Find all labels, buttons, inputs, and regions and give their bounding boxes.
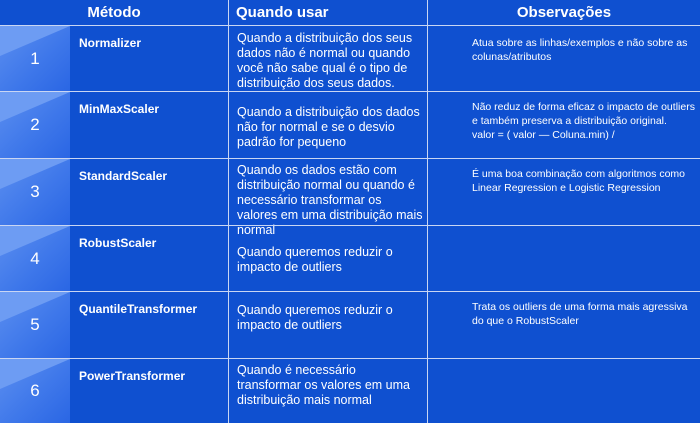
observacoes-text: Trata os outliers de uma forma mais agressiva do que o RobustScaler <box>472 301 688 327</box>
method-name: Normalizer <box>79 36 142 50</box>
table-row <box>0 158 700 237</box>
row-number: 3 <box>30 182 40 201</box>
table-row <box>0 291 700 358</box>
observacoes-text: Atua sobre as linhas/exemplos e não sobre as colunas/atributos <box>472 37 688 63</box>
table-row <box>0 358 700 423</box>
quando-usar-text: Quando os dados estão com distribuição normal ou quando é necessário transformar os valores em uma distribuição mais normal <box>237 163 423 237</box>
method-name: PowerTransformer <box>79 369 186 383</box>
header-quando-usar: Quando usar <box>236 4 329 21</box>
table-row <box>0 25 700 91</box>
table-header <box>0 0 700 25</box>
observacoes-text: É uma boa combinação com algoritmos como Linear Regression e Logistic Regression <box>472 168 686 194</box>
quando-usar-text: Quando queremos reduzir o impacto de outliers <box>237 303 393 332</box>
table-row <box>0 91 700 158</box>
quando-usar-text: Quando a distribuição dos dados não for normal e se o desvio padrão for pequeno <box>237 105 420 149</box>
method-name: QuantileTransformer <box>79 302 198 316</box>
quando-usar-text: Quando queremos reduzir o impacto de outliers <box>237 245 393 274</box>
column-divider <box>427 0 428 423</box>
method-name: StandardScaler <box>79 169 168 183</box>
column-divider <box>228 0 229 423</box>
method-name: MinMaxScaler <box>79 102 160 116</box>
row-number: 4 <box>30 248 40 268</box>
quando-usar-text: Quando a distribuição dos seus dados não é normal ou quando você não sabe qual é o tipo de distribuição dos seus dados. <box>237 31 413 90</box>
header-metodo: Método <box>87 4 141 21</box>
method-name: RobustScaler <box>79 236 157 250</box>
row-number: 2 <box>30 115 40 134</box>
header-observacoes: Observações <box>516 4 612 21</box>
quando-usar-text: Quando é necessário transformar os valores em uma distribuição mais normal <box>237 363 410 407</box>
formula-text: valor = ( valor — Coluna.min) / <box>472 129 615 141</box>
row-number: 5 <box>30 315 40 334</box>
row-number: 6 <box>30 381 40 400</box>
observacoes-line: Não reduz de forma eficaz o impacto de outliers e também preserva a distribuição original. <box>472 101 695 127</box>
table-row <box>0 225 700 291</box>
observacoes-text <box>472 100 698 142</box>
row-number: 1 <box>30 48 40 68</box>
